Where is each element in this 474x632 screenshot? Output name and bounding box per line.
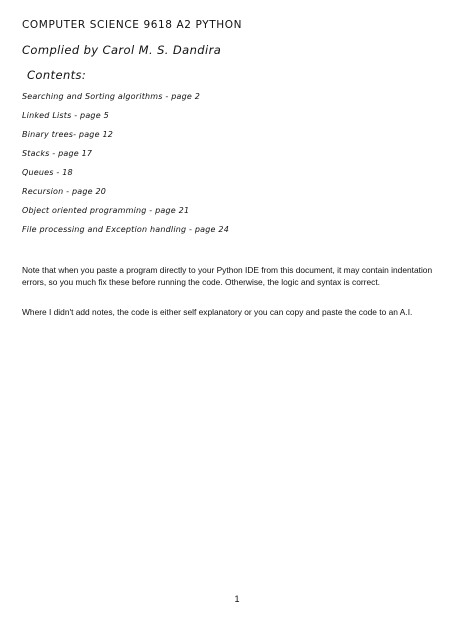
table-of-contents <box>22 91 229 243</box>
toc-item: File processing and Exception handling - page 24 <box>22 225 229 234</box>
toc-item: Searching and Sorting algorithms - page 2 <box>22 92 201 101</box>
toc-item: Stacks - page 17 <box>22 149 93 158</box>
toc-item: Object oriented programming - page 21 <box>22 206 190 215</box>
author-line: Complied by Carol M. S. Dandira <box>22 43 222 57</box>
toc-item: Linked Lists - page 5 <box>22 111 109 120</box>
document-title: COMPUTER SCIENCE 9618 A2 PYTHON <box>22 19 243 31</box>
code-notes-remark: Where I didn't add notes, the code is either self explanatory or you can copy and paste the code to an A.I. <box>22 307 413 317</box>
toc-item: Binary trees- page 12 <box>22 130 114 139</box>
toc-item: Queues - 18 <box>22 168 73 177</box>
contents-heading: Contents: <box>27 68 87 82</box>
page-number: 1 <box>234 594 240 604</box>
indentation-note: Note that when you paste a program directly to your Python IDE from this document, it may contain indentation errors, so you much fix these before running the code. Otherwise, the logic and syntax is correct. <box>22 265 433 287</box>
toc-item: Recursion - page 20 <box>22 187 107 196</box>
